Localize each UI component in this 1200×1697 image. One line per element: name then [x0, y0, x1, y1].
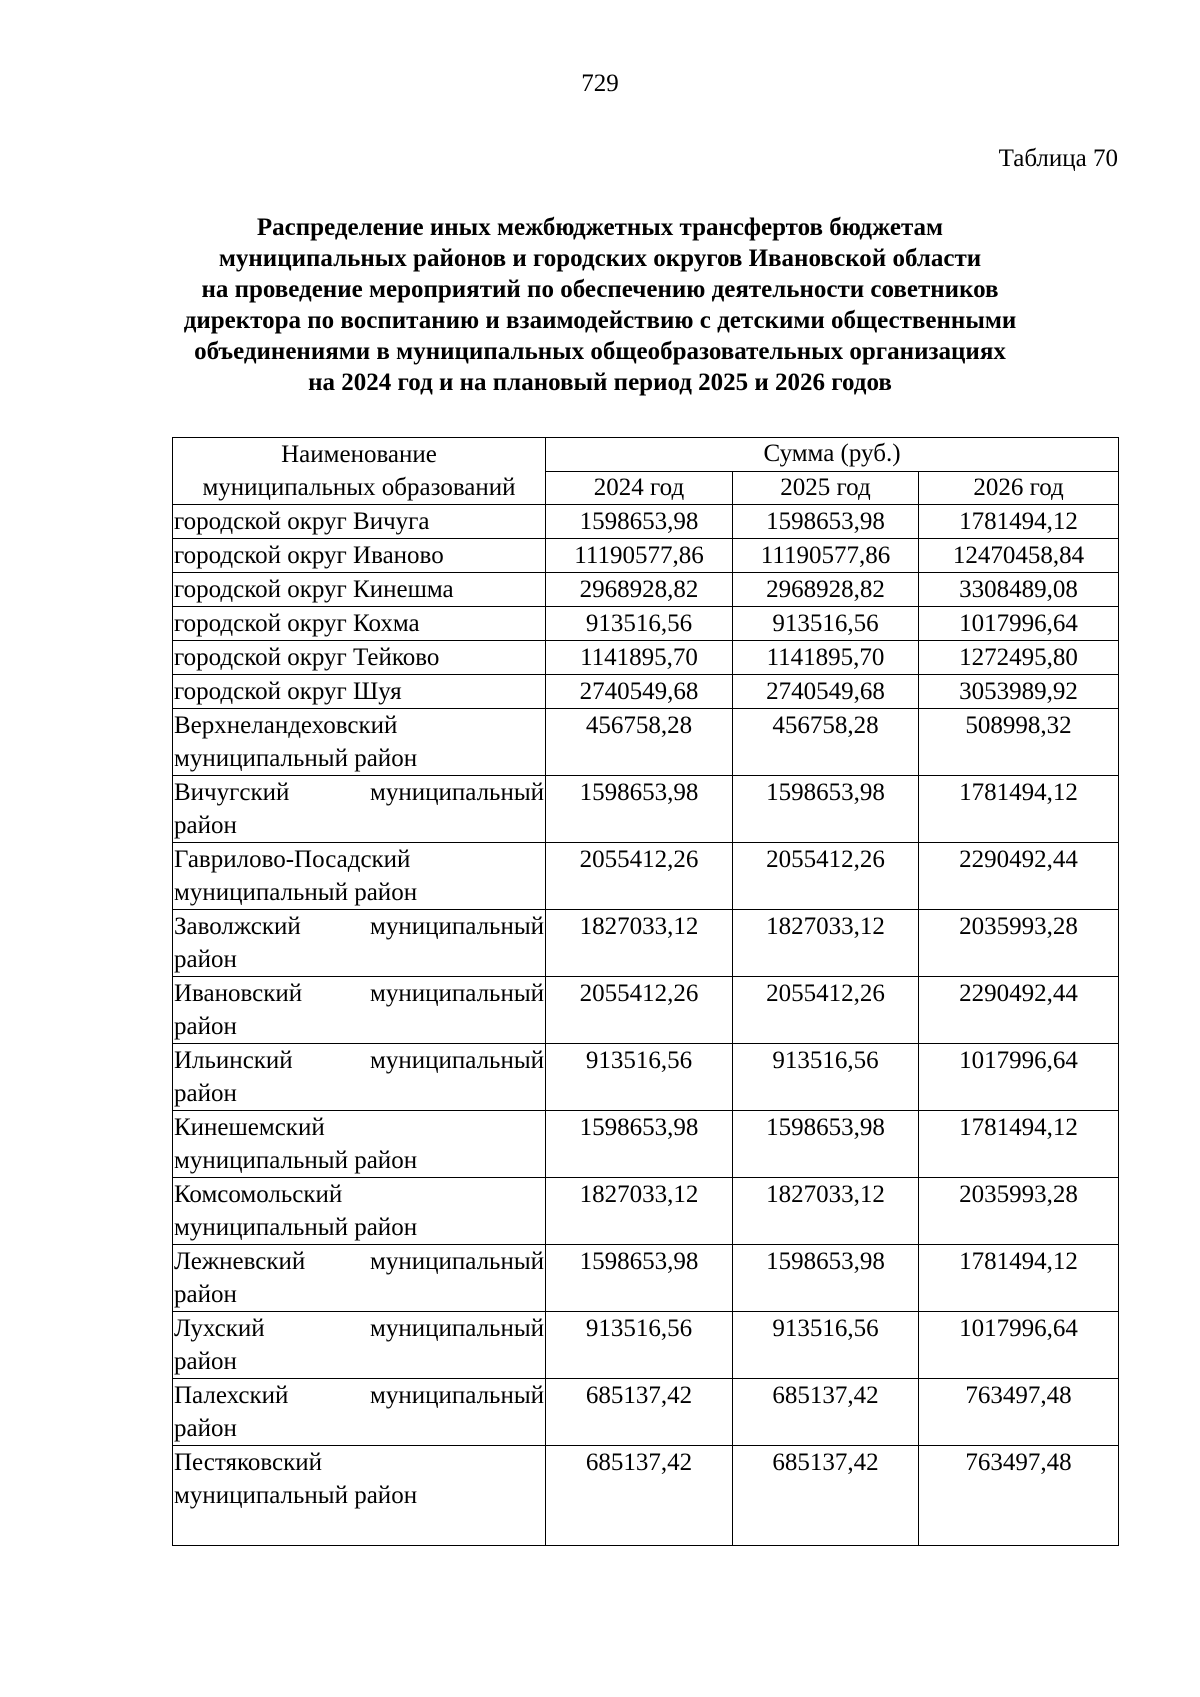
amount-2026-cell: 2290492,44: [919, 843, 1119, 910]
amount-2024-cell: 1598653,98: [546, 1245, 733, 1312]
amount-2025-cell: 685137,42: [733, 1379, 919, 1446]
amount-2025-cell: 913516,56: [733, 607, 919, 641]
municipality-name-cell: [173, 1312, 546, 1379]
table-row: [173, 1111, 1119, 1178]
amount-2025-cell: 1598653,98: [733, 1111, 919, 1178]
amount-2024-cell: 685137,42: [546, 1379, 733, 1446]
municipality-name-cell: [173, 1111, 546, 1178]
table-row: [173, 1044, 1119, 1111]
amount-2024-cell: 1598653,98: [546, 1111, 733, 1178]
table-row: [173, 675, 1119, 709]
municipality-name-cell: [173, 1446, 546, 1546]
municipality-name-line2: район: [174, 812, 237, 839]
amount-2025-cell: 456758,28: [733, 709, 919, 776]
table-label: Таблица 70: [998, 145, 1118, 172]
municipality-name-line1: Вичугский муниципальный: [174, 779, 544, 806]
table-row: [173, 573, 1119, 607]
municipality-name-cell: [173, 1245, 546, 1312]
amount-2026-cell: 1781494,12: [919, 1111, 1119, 1178]
amount-2024-cell: 1141895,70: [546, 641, 733, 675]
municipality-name-line1: Заволжский муниципальный: [174, 913, 544, 940]
document-title: [140, 212, 1060, 398]
municipality-name-cell: [173, 843, 546, 910]
municipality-name-line2: район: [174, 946, 237, 973]
amount-2025-cell: 913516,56: [733, 1312, 919, 1379]
amount-2024-cell: 1827033,12: [546, 1178, 733, 1245]
amount-2024-cell: 1598653,98: [546, 776, 733, 843]
municipality-name-line2: муниципальный район: [174, 1482, 418, 1509]
municipality-name: городской округ Тейково: [174, 644, 440, 671]
municipality-name-line2: муниципальный район: [174, 1147, 418, 1174]
amount-2026-cell: 2290492,44: [919, 977, 1119, 1044]
municipality-name-cell: [173, 910, 546, 977]
table-row: [173, 843, 1119, 910]
allocation-table: [172, 437, 1119, 1546]
municipality-name-cell: [173, 539, 546, 573]
amount-2024-cell: 1598653,98: [546, 505, 733, 539]
table-row: [173, 539, 1119, 573]
amount-2026-cell: 3308489,08: [919, 573, 1119, 607]
municipality-name: городской округ Кинешма: [174, 576, 454, 603]
amount-2024-cell: 685137,42: [546, 1446, 733, 1546]
amount-2024-cell: 2055412,26: [546, 977, 733, 1044]
amount-2026-cell: 1272495,80: [919, 641, 1119, 675]
municipality-name: городской округ Иваново: [174, 542, 444, 569]
amount-2025-cell: 1598653,98: [733, 505, 919, 539]
amount-2026-cell: 508998,32: [919, 709, 1119, 776]
title-line: Распределение иных межбюджетных трансфертов бюджетам: [256, 214, 944, 241]
municipality-name: городской округ Кохма: [174, 610, 420, 637]
title-line: директора по воспитанию и взаимодействию с детскими общественными: [183, 307, 1017, 334]
amount-2025-cell: 1598653,98: [733, 1245, 919, 1312]
header-year-2024: 2024 год: [546, 471, 733, 505]
table-row: [173, 1379, 1119, 1446]
municipality-name-line1: Лухский муниципальный: [174, 1315, 544, 1342]
amount-2024-cell: 2055412,26: [546, 843, 733, 910]
amount-2026-cell: 1781494,12: [919, 505, 1119, 539]
municipality-name-line2: район: [174, 1348, 237, 1375]
amount-2025-cell: 1598653,98: [733, 776, 919, 843]
header-name-line2: муниципальных образований: [202, 474, 516, 501]
municipality-name-line2: район: [174, 1080, 237, 1107]
municipality-name-line2: район: [174, 1281, 237, 1308]
municipality-name-line2: муниципальный район: [174, 1214, 418, 1241]
municipality-name-line1: Палехский муниципальный: [174, 1382, 544, 1409]
amount-2025-cell: 11190577,86: [733, 539, 919, 573]
table-row: [173, 641, 1119, 675]
municipality-name-cell: [173, 776, 546, 843]
municipality-name-line1: Ильинский муниципальный: [174, 1047, 544, 1074]
municipality-name-line2: район: [174, 1013, 237, 1040]
amount-2024-cell: 2740549,68: [546, 675, 733, 709]
municipality-name-cell: [173, 1044, 546, 1111]
table-row: [173, 1446, 1119, 1546]
amount-2025-cell: 913516,56: [733, 1044, 919, 1111]
title-line: объединениями в муниципальных общеобразовательных организациях: [194, 338, 1006, 365]
municipality-name: городской округ Вичуга: [174, 508, 430, 535]
municipality-name-line2: муниципальный район: [174, 879, 418, 906]
table-row: [173, 505, 1119, 539]
amount-2026-cell: 12470458,84: [919, 539, 1119, 573]
amount-2024-cell: 913516,56: [546, 607, 733, 641]
municipality-name-line1: Пестяковский: [174, 1449, 322, 1476]
amount-2025-cell: 2740549,68: [733, 675, 919, 709]
table-row: [173, 776, 1119, 843]
table-row: [173, 1245, 1119, 1312]
amount-2026-cell: 3053989,92: [919, 675, 1119, 709]
municipality-name-line1: Ивановский муниципальный: [174, 980, 544, 1007]
table-row: [173, 1312, 1119, 1379]
table-row: [173, 977, 1119, 1044]
amount-2025-cell: 1827033,12: [733, 1178, 919, 1245]
amount-2026-cell: 1017996,64: [919, 607, 1119, 641]
amount-2026-cell: 2035993,28: [919, 1178, 1119, 1245]
table-body: [173, 505, 1119, 1546]
amount-2024-cell: 913516,56: [546, 1312, 733, 1379]
municipality-name-line1: Лежневский муниципальный: [174, 1248, 544, 1275]
header-name-cell: [173, 438, 546, 505]
amount-2026-cell: 763497,48: [919, 1446, 1119, 1546]
header-year-2025: 2025 год: [733, 471, 919, 505]
amount-2026-cell: 1017996,64: [919, 1312, 1119, 1379]
municipality-name-cell: [173, 709, 546, 776]
table-row: [173, 607, 1119, 641]
amount-2025-cell: 1827033,12: [733, 910, 919, 977]
amount-2026-cell: 2035993,28: [919, 910, 1119, 977]
amount-2026-cell: 1781494,12: [919, 1245, 1119, 1312]
title-line: на 2024 год и на плановый период 2025 и 2026 годов: [308, 369, 892, 396]
municipality-name-cell: [173, 607, 546, 641]
municipality-name-line2: район: [174, 1415, 237, 1442]
amount-2024-cell: 11190577,86: [546, 539, 733, 573]
amount-2025-cell: 2968928,82: [733, 573, 919, 607]
municipality-name-cell: [173, 977, 546, 1044]
municipality-name-line1: Кинешемский: [174, 1114, 325, 1141]
municipality-name-cell: [173, 675, 546, 709]
amount-2025-cell: 1141895,70: [733, 641, 919, 675]
amount-2025-cell: 2055412,26: [733, 843, 919, 910]
amount-2025-cell: 685137,42: [733, 1446, 919, 1546]
amount-2026-cell: 1781494,12: [919, 776, 1119, 843]
municipality-name-cell: [173, 505, 546, 539]
header-name-line1: Наименование: [281, 441, 437, 468]
amount-2026-cell: 1017996,64: [919, 1044, 1119, 1111]
amount-2026-cell: 763497,48: [919, 1379, 1119, 1446]
table-row: [173, 709, 1119, 776]
title-line: на проведение мероприятий по обеспечению деятельности советников: [201, 276, 999, 303]
header-sum: Сумма (руб.): [546, 438, 1119, 472]
title-line: муниципальных районов и городских округов Ивановской области: [218, 245, 982, 272]
municipality-name-line1: Комсомольский: [174, 1181, 343, 1208]
amount-2024-cell: 913516,56: [546, 1044, 733, 1111]
page-number: 729: [581, 70, 619, 97]
amount-2024-cell: 1827033,12: [546, 910, 733, 977]
municipality-name-cell: [173, 1178, 546, 1245]
table-row: [173, 910, 1119, 977]
amount-2024-cell: 2968928,82: [546, 573, 733, 607]
table-row: [173, 1178, 1119, 1245]
municipality-name: городской округ Шуя: [174, 678, 402, 705]
header-row-1: [173, 438, 1119, 472]
header-year-2026: 2026 год: [919, 471, 1119, 505]
municipality-name-cell: [173, 573, 546, 607]
municipality-name-line2: муниципальный район: [174, 745, 418, 772]
amount-2024-cell: 456758,28: [546, 709, 733, 776]
municipality-name-cell: [173, 641, 546, 675]
amount-2025-cell: 2055412,26: [733, 977, 919, 1044]
municipality-name-line1: Гаврилово-Посадский: [174, 846, 411, 873]
municipality-name-cell: [173, 1379, 546, 1446]
municipality-name-line1: Верхнеландеховский: [174, 712, 398, 739]
